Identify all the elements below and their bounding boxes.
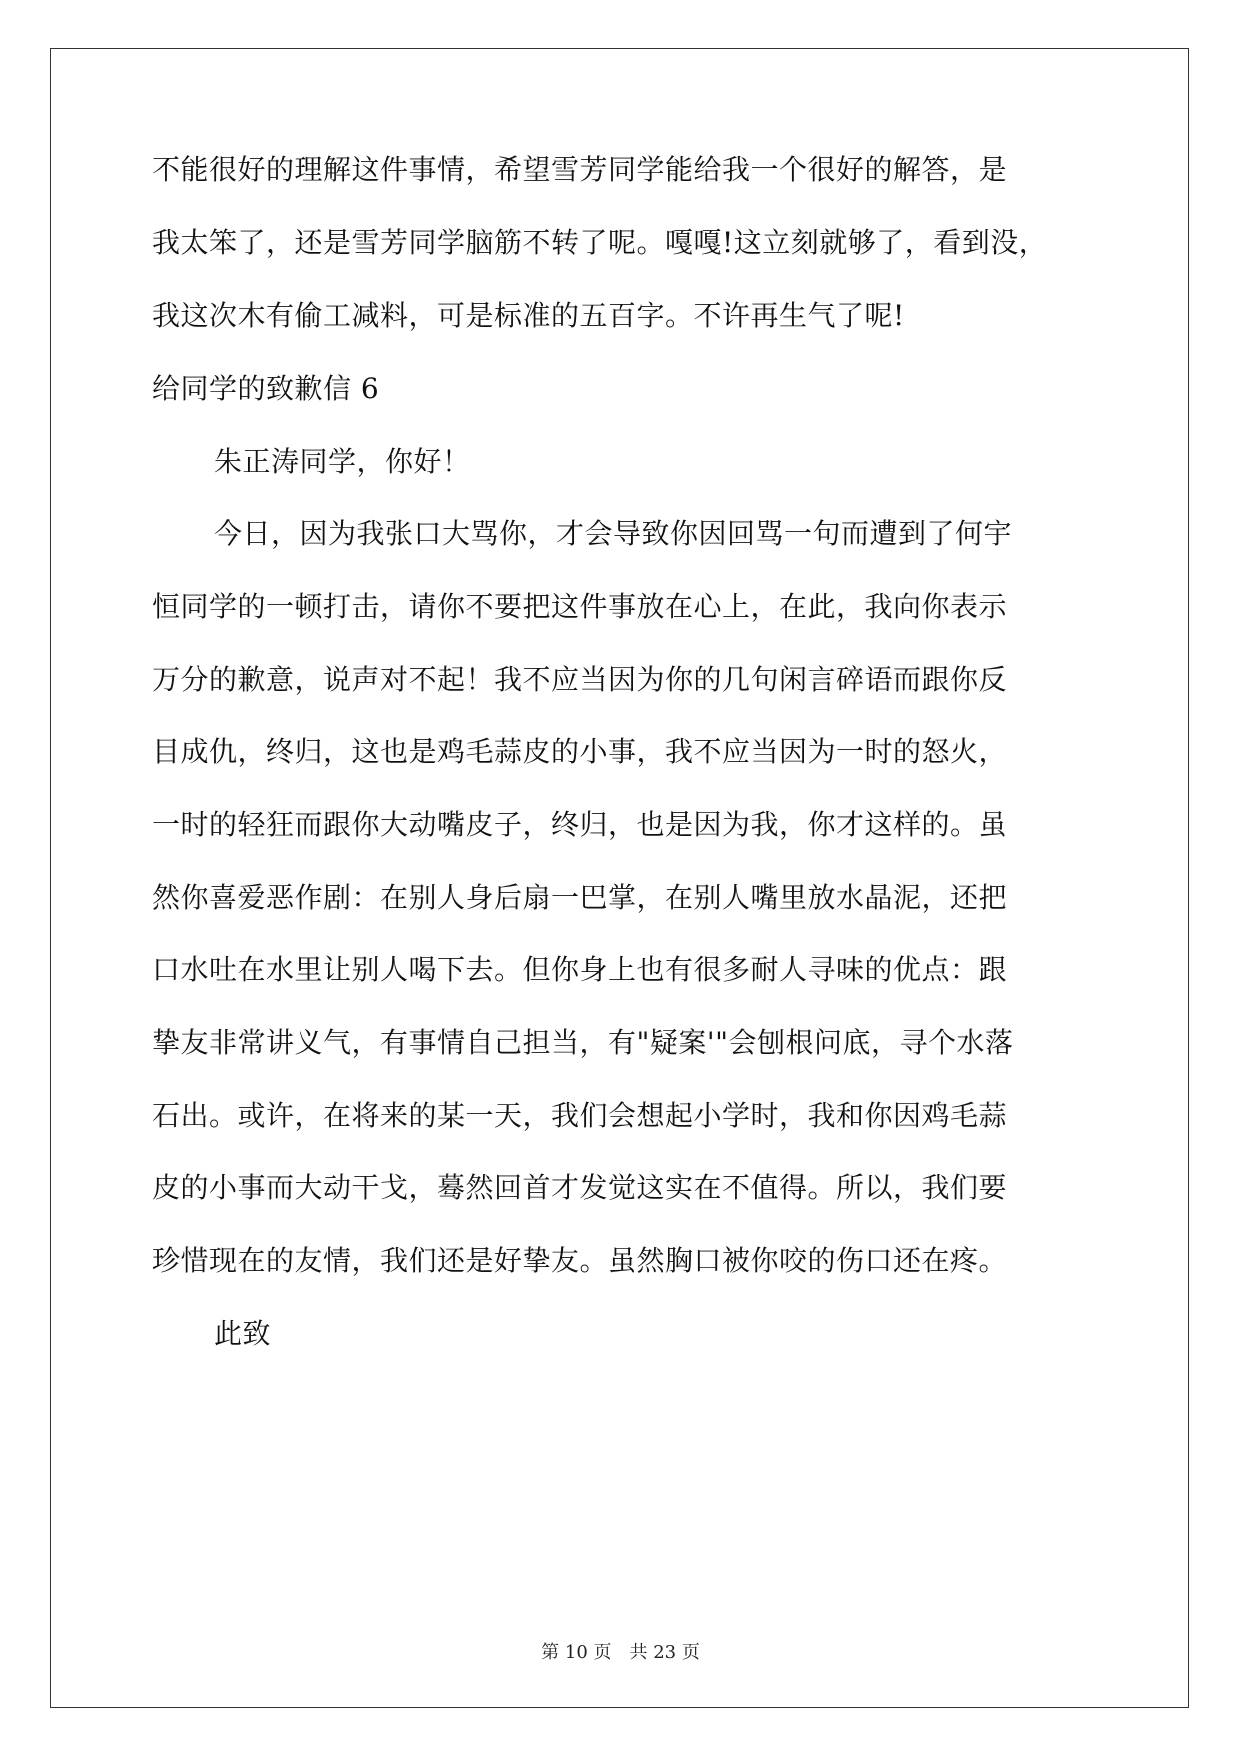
body-line: 石出。或许，在将来的某一天，我们会想起小学时，我和你因鸡毛蒜 xyxy=(152,1099,1008,1132)
body-line: 口水吐在水里让别人喝下去。但你身上也有很多耐人寻味的优点：跟 xyxy=(152,953,1008,986)
letter-closing: 此致 xyxy=(214,1317,272,1350)
text-line: 我这次木有偷工减料，可是标准的五百字。不许再生气了呢! xyxy=(152,299,905,332)
body-line: 今日，因为我张口大骂你，才会导致你因回骂一句而遭到了何宇 xyxy=(214,517,1013,550)
body-line: 目成仇，终归，这也是鸡毛蒜皮的小事，我不应当因为一时的怒火， xyxy=(152,735,1008,768)
body-line: 恒同学的一顿打击，请你不要把这件事放在心上，在此，我向你表示 xyxy=(152,590,1008,623)
body-line: 万分的歉意，说声对不起！我不应当因为你的几句闲言碎语而跟你反 xyxy=(152,663,1008,696)
letter-greeting: 朱正涛同学，你好！ xyxy=(214,445,471,478)
body-line: 珍惜现在的友情，我们还是好挚友。虽然胸口被你咬的伤口还在疼。 xyxy=(152,1244,1008,1277)
body-line: 皮的小事而大动干戈，蓦然回首才发觉这实在不值得。所以，我们要 xyxy=(152,1171,1008,1204)
page-number: 第 10 页 共 23 页 xyxy=(541,1642,700,1663)
body-line: 一时的轻狂而跟你大动嘴皮子，终归，也是因为我，你才这样的。虽 xyxy=(152,808,1008,841)
text-line: 不能很好的理解这件事情，希望雪芳同学能给我一个很好的解答，是 xyxy=(152,153,1008,186)
page-border xyxy=(50,48,1189,1708)
text-line: 我太笨了，还是雪芳同学脑筋不转了呢。嘎嘎!这立刻就够了，看到没， xyxy=(152,226,1048,259)
letter-heading: 给同学的致歉信 6 xyxy=(152,372,380,405)
body-line: 挚友非常讲义气，有事情自己担当，有"疑案'"会刨根问底，寻个水落 xyxy=(152,1026,1014,1059)
body-line: 然你喜爱恶作剧：在别人身后扇一巴掌，在别人嘴里放水晶泥，还把 xyxy=(152,881,1008,914)
